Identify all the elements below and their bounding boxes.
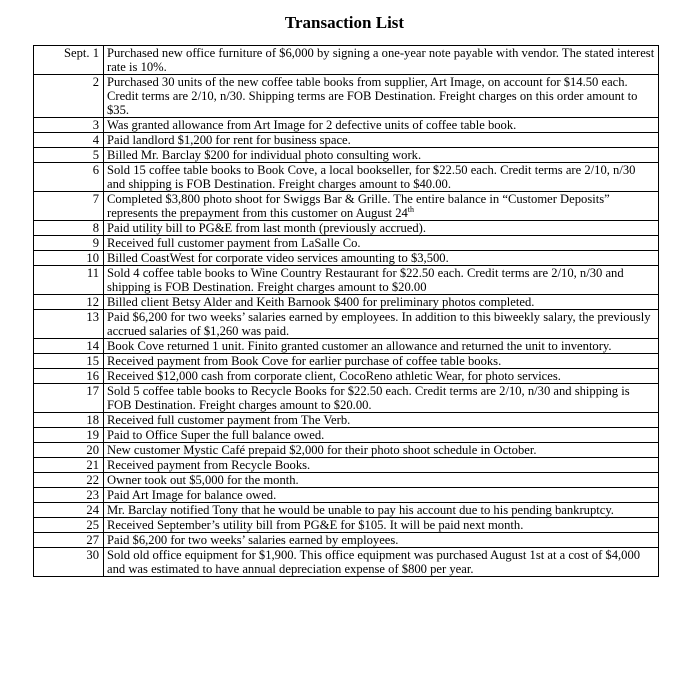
transaction-description — [104, 148, 659, 163]
transaction-description — [104, 236, 659, 251]
transaction-description — [104, 428, 659, 443]
transaction-description — [104, 488, 659, 503]
table-row — [34, 236, 659, 251]
transaction-description — [104, 163, 659, 192]
transaction-description — [104, 443, 659, 458]
transaction-description — [104, 221, 659, 236]
transaction-date: 30 — [34, 548, 104, 577]
table-row — [34, 443, 659, 458]
transaction-date: 24 — [34, 503, 104, 518]
transaction-description — [104, 266, 659, 295]
page-title: Transaction List — [284, 13, 405, 32]
transaction-description — [104, 295, 659, 310]
transaction-date: 3 — [34, 118, 104, 133]
transaction-text: Received September’s utility bill from PG&E for $105. It will be paid next month. — [107, 518, 524, 532]
transaction-text: Paid utility bill to PG&E from last month (previously accrued). — [107, 221, 426, 235]
table-row — [34, 163, 659, 192]
transaction-date: 4 — [34, 133, 104, 148]
table-row — [34, 339, 659, 354]
transaction-text: Purchased 30 units of the new coffee table books from supplier, Art Image, on account for $14.50 each. Credit terms are 2/10, n/30. Shipping terms are FOB Destination. Freight charges on this order amount to $35. — [107, 75, 638, 117]
table-row — [34, 251, 659, 266]
table-row — [34, 428, 659, 443]
transaction-description — [104, 118, 659, 133]
transaction-description — [104, 369, 659, 384]
transaction-text: Received full customer payment from LaSalle Co. — [107, 236, 361, 250]
transaction-description — [104, 384, 659, 413]
table-row — [34, 221, 659, 236]
transaction-date: 12 — [34, 295, 104, 310]
table-row — [34, 133, 659, 148]
transaction-description — [104, 251, 659, 266]
transaction-description — [104, 533, 659, 548]
transaction-description — [104, 503, 659, 518]
transaction-date: 8 — [34, 221, 104, 236]
table-row — [34, 118, 659, 133]
transaction-description — [104, 339, 659, 354]
transaction-text: Mr. Barclay notified Tony that he would be unable to pay his account due to his pending bankruptcy. — [107, 503, 614, 517]
table-row — [34, 518, 659, 533]
transaction-text: Paid to Office Super the full balance owed. — [107, 428, 325, 442]
table-row — [34, 503, 659, 518]
transaction-description — [104, 518, 659, 533]
transaction-text: Paid landlord $1,200 for rent for business space. — [107, 133, 351, 147]
transaction-text: Owner took out $5,000 for the month. — [107, 473, 299, 487]
transaction-description — [104, 46, 659, 75]
transaction-date: 18 — [34, 413, 104, 428]
transaction-text: Sold old office equipment for $1,900. This office equipment was purchased August 1st at a cost of $4,000 and was estimated to have annual depreciation expense of $800 per year. — [107, 548, 641, 576]
transaction-description — [104, 413, 659, 428]
table-row — [34, 148, 659, 163]
transaction-text: Sold 15 coffee table books to Book Cove, a local bookseller, for $22.50 each. Credit terms are 2/10, n/30 and shipping is FOB Destination. Freight charges amount to $40.00. — [107, 163, 636, 191]
transaction-date: 23 — [34, 488, 104, 503]
table-row — [34, 266, 659, 295]
transaction-date: 10 — [34, 251, 104, 266]
transaction-date: 27 — [34, 533, 104, 548]
transaction-date: 21 — [34, 458, 104, 473]
transaction-description — [104, 458, 659, 473]
table-row — [34, 369, 659, 384]
transaction-description — [104, 548, 659, 577]
ordinal-suffix: th — [407, 204, 415, 214]
transaction-date: 15 — [34, 354, 104, 369]
transaction-text: Book Cove returned 1 unit. Finito granted customer an allowance and returned the unit to inventory. — [107, 339, 612, 353]
transaction-description — [104, 192, 659, 221]
transaction-date: 9 — [34, 236, 104, 251]
table-row — [34, 75, 659, 118]
transaction-text: Billed Mr. Barclay $200 for individual photo consulting work. — [107, 148, 422, 162]
table-row — [34, 46, 659, 75]
transaction-date: 6 — [34, 163, 104, 192]
transaction-description — [104, 133, 659, 148]
transaction-description — [104, 354, 659, 369]
table-row — [34, 295, 659, 310]
transaction-text: Received $12,000 cash from corporate client, CocoReno athletic Wear, for photo services. — [107, 369, 561, 383]
transaction-date: 25 — [34, 518, 104, 533]
transaction-date: 20 — [34, 443, 104, 458]
transaction-date: 7 — [34, 192, 104, 221]
transaction-text: Billed client Betsy Alder and Keith Barnook $400 for preliminary photos completed. — [107, 295, 535, 309]
transaction-text: Purchased new office furniture of $6,000 by signing a one-year note payable with vendor. The stated interest rate is 10%. — [107, 46, 655, 74]
transaction-description — [104, 473, 659, 488]
table-row — [34, 310, 659, 339]
table-row — [34, 548, 659, 577]
transaction-date: 2 — [34, 75, 104, 118]
table-row — [34, 192, 659, 221]
table-row — [34, 473, 659, 488]
transaction-table — [33, 45, 659, 577]
transaction-date: 19 — [34, 428, 104, 443]
table-row — [34, 354, 659, 369]
transaction-text: Completed $3,800 photo shoot for Swiggs Bar & Grille. The entire balance in “Customer Deposits” represents the prepayment from this customer on August 24 — [107, 192, 610, 220]
transaction-text: Billed CoastWest for corporate video services amounting to $3,500. — [107, 251, 449, 265]
transaction-text: Received payment from Recycle Books. — [107, 458, 311, 472]
transaction-description — [104, 75, 659, 118]
table-row — [34, 488, 659, 503]
transaction-date: Sept. 1 — [34, 46, 104, 75]
transaction-date: 16 — [34, 369, 104, 384]
transaction-text: Paid Art Image for balance owed. — [107, 488, 277, 502]
transaction-date: 5 — [34, 148, 104, 163]
transaction-date: 17 — [34, 384, 104, 413]
transaction-table-body — [34, 46, 659, 577]
transaction-text: New customer Mystic Café prepaid $2,000 for their photo shoot schedule in October. — [107, 443, 537, 457]
table-row — [34, 384, 659, 413]
transaction-text: Paid $6,200 for two weeks’ salaries earned by employees. — [107, 533, 399, 547]
transaction-date: 22 — [34, 473, 104, 488]
transaction-text: Received payment from Book Cove for earlier purchase of coffee table books. — [107, 354, 502, 368]
transaction-text: Sold 5 coffee table books to Recycle Books for $22.50 each. Credit terms are 2/10, n/30 and shipping is FOB Destination. Freight charges amount to $20.00. — [107, 384, 630, 412]
transaction-text: Sold 4 coffee table books to Wine Country Restaurant for $22.50 each. Credit terms are 2/10, n/30 and shipping is FOB Destination. Freight charges amount to $20.00 — [107, 266, 624, 294]
transaction-date: 11 — [34, 266, 104, 295]
table-row — [34, 413, 659, 428]
transaction-date: 13 — [34, 310, 104, 339]
table-row — [34, 458, 659, 473]
transaction-date: 14 — [34, 339, 104, 354]
transaction-text: Was granted allowance from Art Image for 2 defective units of coffee table book. — [107, 118, 517, 132]
table-row — [34, 533, 659, 548]
transaction-description — [104, 310, 659, 339]
transaction-text: Paid $6,200 for two weeks’ salaries earned by employees. In addition to this biweekly salary, the previously accrued salaries of $1,260 was paid. — [107, 310, 651, 338]
transaction-text: Received full customer payment from The Verb. — [107, 413, 351, 427]
